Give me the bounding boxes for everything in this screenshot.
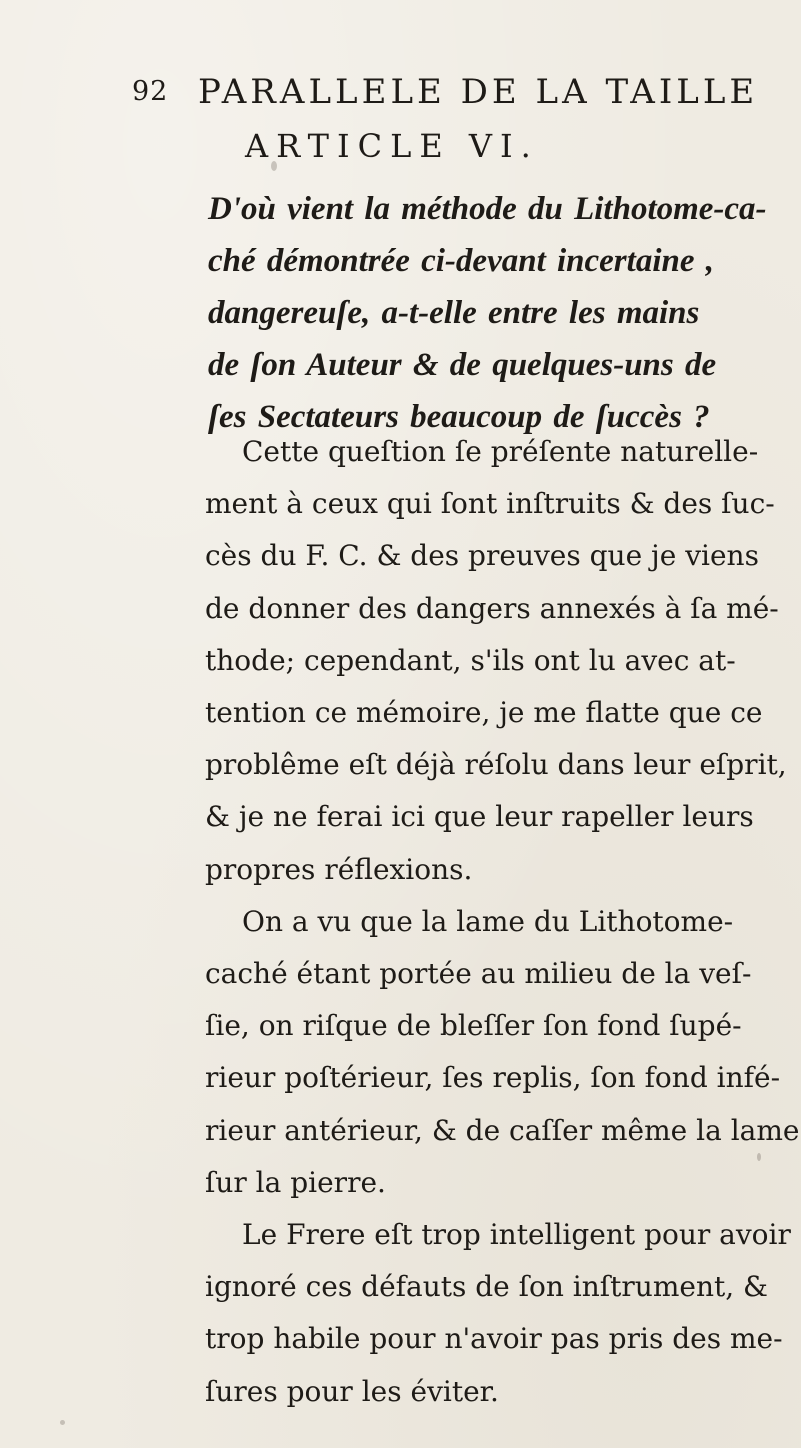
body-line: thode; cependant, s'ils ont lu avec at-	[205, 643, 736, 677]
page-number: 92	[132, 76, 169, 107]
body-line: ment à ceux qui ſont inſtruits & des ſuc-	[205, 487, 775, 521]
body-line: trop habile pour n'avoir pas pris des me-	[205, 1322, 783, 1356]
body-text	[205, 426, 800, 1418]
ink-speck	[757, 1153, 761, 1161]
ink-speck	[271, 161, 277, 171]
body-line: caché étant portée au milieu de la veſ-	[205, 957, 752, 991]
body-line: ignoré ces défauts de ſon inſtrument, &	[205, 1270, 768, 1304]
body-line: de donner des dangers annexés à ſa mé-	[205, 591, 779, 625]
body-line: rieur poſtérieur, ſes replis, ſon fond infé-	[205, 1061, 781, 1095]
body-line: tention ce mémoire, je me flatte que ce	[205, 696, 763, 730]
running-head	[132, 70, 759, 114]
body-line: ſur la pierre.	[205, 1165, 386, 1199]
body-line: Le Frere eſt trop intelligent pour avoir	[242, 1218, 791, 1252]
summary-line: D'où vient la méthode du Lithotome-ca-	[208, 191, 767, 227]
summary-line: de ſon Auteur & de quelques-uns de	[208, 347, 717, 383]
summary-line: ché démontrée ci-devant incertaine ,	[208, 243, 714, 279]
running-title: PARALLELE DE LA TAILLE	[198, 72, 759, 112]
body-line: ſie, on riſque de bleſſer ſon fond ſupé-	[205, 1009, 742, 1043]
body-line: On a vu que la lame du Lithotome-	[242, 904, 734, 938]
article-heading: ARTICLE VI.	[245, 127, 539, 165]
ink-speck	[60, 1420, 65, 1425]
summary-line: ſes Sectateurs beaucoup de ſuccès ?	[208, 399, 710, 435]
summary-line: dangereuſe, a-t-elle entre les mains	[208, 295, 700, 331]
body-line: problême eſt déjà réſolu dans leur eſprit,	[205, 748, 787, 782]
body-line: rieur antérieur, & de caſſer même la lame	[205, 1113, 800, 1147]
body-line: & je ne ferai ici que leur rapeller leurs	[205, 800, 754, 834]
body-line: propres réflexions.	[205, 852, 473, 886]
body-line: Cette queſtion ſe préſente naturelle-	[242, 435, 759, 468]
body-line: cès du F. C. & des preuves que je viens	[205, 539, 759, 573]
body-line: ſures pour les éviter.	[205, 1374, 499, 1408]
article-summary	[208, 183, 767, 443]
